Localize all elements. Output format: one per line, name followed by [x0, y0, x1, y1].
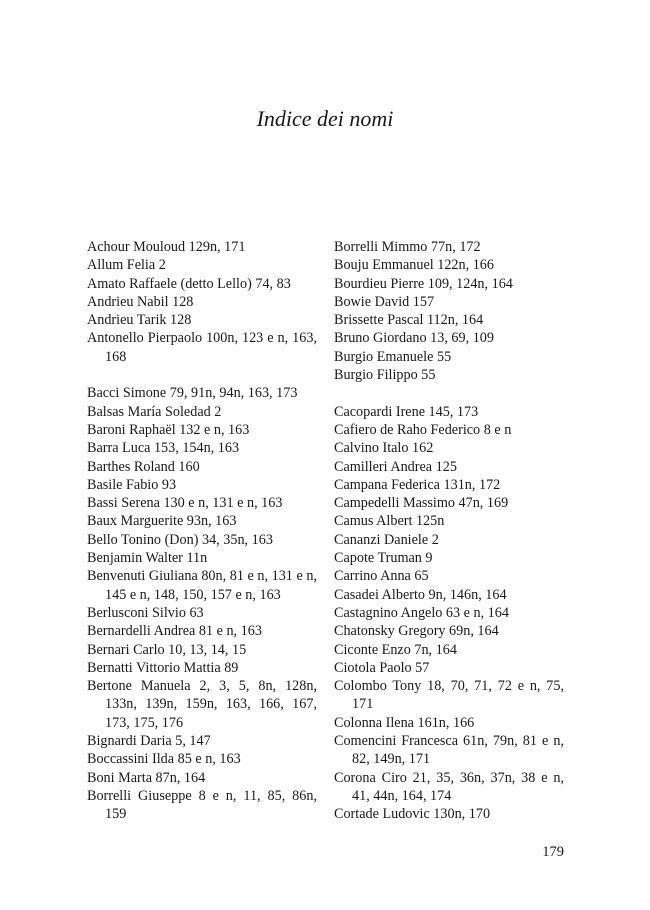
index-entry: Brissette Pascal 112n, 164: [334, 312, 484, 329]
index-entry: Calvino Italo 162: [334, 440, 434, 457]
index-entry: Baux Marguerite 93n, 163: [87, 513, 237, 530]
index-column-right: [334, 238, 564, 824]
index-entry: Berlusconi Silvio 63: [87, 604, 204, 621]
index-entry: Camus Albert 125n: [334, 513, 445, 530]
index-entry: Andrieu Nabil 128: [87, 293, 194, 310]
index-entry: Allum Felia 2: [87, 257, 166, 274]
index-entry: Bacci Simone 79, 91n, 94n, 163, 173: [87, 385, 298, 402]
index-entry: Cortade Ludovic 130n, 170: [334, 806, 491, 823]
index-entry: Andrieu Tarik 128: [87, 312, 192, 329]
index-entry: Colombo Tony 18, 70, 71, 72 e n, 75, 171: [334, 678, 564, 713]
page-number: 179: [542, 844, 564, 860]
index-entry: Campedelli Massimo 47n, 169: [334, 495, 509, 512]
index-entry: Camilleri Andrea 125: [334, 458, 457, 475]
index-entry: Bignardi Daria 5, 147: [87, 733, 211, 750]
index-entry: Bernatti Vittorio Mattia 89: [87, 659, 239, 676]
index-entry: Cafiero de Raho Federico 8 e n: [334, 421, 512, 438]
index-entry: Corona Ciro 21, 35, 36n, 37n, 38 e n, 41, 44n, 164, 174: [334, 769, 564, 804]
index-entry: Bruno Giordano 13, 69, 109: [334, 330, 494, 347]
index-entry: Burgio Emanuele 55: [334, 348, 452, 365]
index-entry: Boni Marta 87n, 164: [87, 769, 206, 786]
index-entry: Boccassini Ilda 85 e n, 163: [87, 751, 241, 768]
index-entry: Chatonsky Gregory 69n, 164: [334, 623, 499, 640]
index-entry: Bernari Carlo 10, 13, 14, 15: [87, 641, 247, 658]
index-entry: Balsas María Soledad 2: [87, 403, 222, 420]
index-entry: Borrelli Mimmo 77n, 172: [334, 239, 481, 255]
index-entry: Barthes Roland 160: [87, 458, 200, 475]
index-entry: Bertone Manuela 2, 3, 5, 8n, 128n, 133n, 139n, 159n, 163, 166, 167, 173, 175, 176: [87, 678, 317, 731]
index-entry: Carrino Anna 65: [334, 568, 429, 585]
index-entry: Bello Tonino (Don) 34, 35n, 163: [87, 531, 273, 548]
index-entry: Cacopardi Irene 145, 173: [334, 403, 479, 420]
index-entry: Colonna Ilena 161n, 166: [334, 714, 475, 731]
letter-group-separator: [87, 366, 317, 384]
index-entry: Burgio Filippo 55: [334, 367, 436, 384]
index-entry: Baroni Raphaël 132 e n, 163: [87, 421, 250, 438]
index-entry: Bassi Serena 130 e n, 131 e n, 163: [87, 495, 283, 512]
index-entry: Borrelli Giuseppe 8 e n, 11, 85, 86n, 159: [87, 787, 317, 823]
index-entry: Bowie David 157: [334, 293, 435, 310]
index-column-left: [87, 238, 317, 824]
index-entry: Ciconte Enzo 7n, 164: [334, 641, 457, 658]
index-entry: Antonello Pierpaolo 100n, 123 e n, 163, 168: [87, 330, 317, 365]
index-entry: Campana Federica 131n, 172: [334, 476, 501, 493]
index-entry: Bernardelli Andrea 81 e n, 163: [87, 623, 262, 640]
index-entry: Bourdieu Pierre 109, 124n, 164: [334, 275, 513, 292]
index-entry: Achour Mouloud 129n, 171: [87, 239, 246, 255]
index-entry: Barra Luca 153, 154n, 163: [87, 440, 240, 457]
page-title: Indice dei nomi: [256, 106, 394, 131]
index-entry: Castagnino Angelo 63 e n, 164: [334, 604, 509, 621]
index-entry: Capote Truman 9: [334, 550, 433, 567]
index-entry: Benjamin Walter 11n: [87, 550, 208, 567]
index-entry: Ciotola Paolo 57: [334, 659, 430, 676]
index-entry: Cananzi Daniele 2: [334, 531, 439, 548]
index-entry: Comencini Francesca 61n, 79n, 81 e n, 82, 149n, 171: [334, 733, 564, 768]
index-entry: Casadei Alberto 9n, 146n, 164: [334, 586, 507, 603]
index-entry: Bouju Emmanuel 122n, 166: [334, 257, 494, 274]
index-entry: Amato Raffaele (detto Lello) 74, 83: [87, 275, 291, 292]
index-entry: Benvenuti Giuliana 80n, 81 e n, 131 e n, 145 e n, 148, 150, 157 e n, 163: [87, 568, 317, 603]
index-entry: Basile Fabio 93: [87, 476, 177, 493]
letter-group-separator: [334, 384, 564, 402]
